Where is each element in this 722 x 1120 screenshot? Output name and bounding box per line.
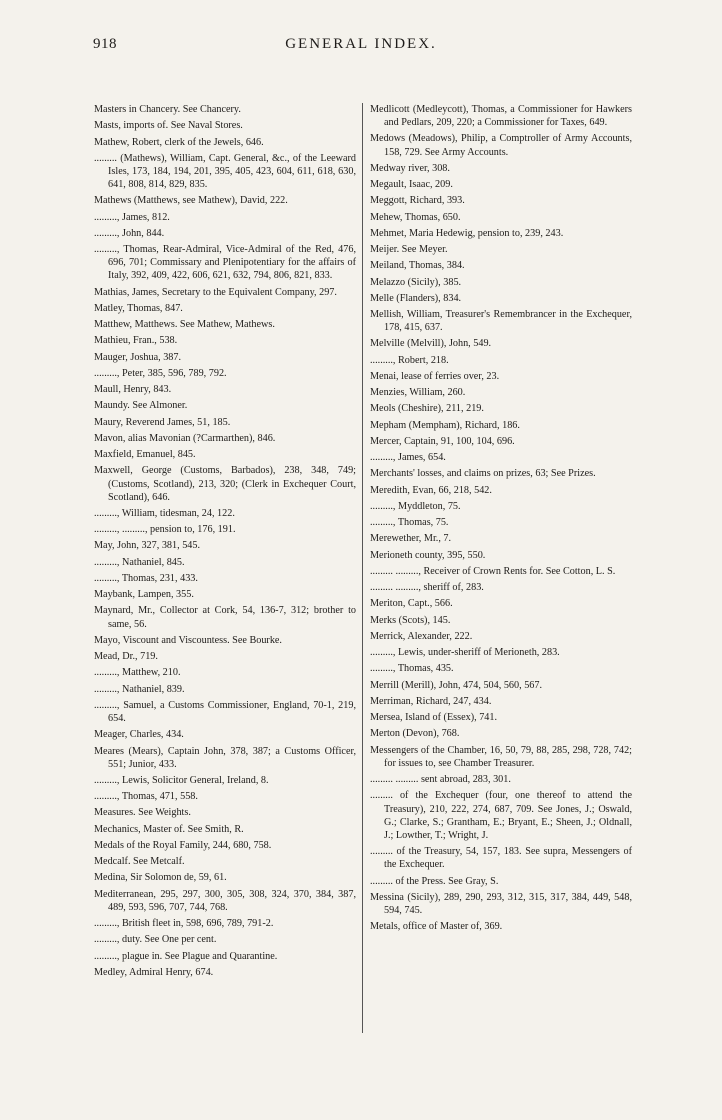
index-entry: Medows (Meadows), Philip, a Comptroller of Army Accounts, 158, 729. See Army Accounts. (370, 133, 632, 158)
index-entry: Menzies, William, 260. (370, 387, 466, 399)
index-entry: ......... of the Treasury, 54, 157, 183. See supra, Messengers of the Exchequer. (370, 846, 632, 871)
index-entry: Mediterranean, 295, 297, 300, 305, 308, 324, 370, 384, 387, 489, 593, 596, 707, 744, 768. (94, 888, 356, 913)
index-entry: ........., Matthew, 210. (94, 667, 181, 679)
index-entry: ........., James, 812. (94, 211, 170, 223)
index-column-left (94, 103, 356, 982)
index-entry: ........., British fleet in, 598, 696, 789, 791-2. (94, 918, 274, 930)
index-entry: Masters in Chancery. See Chancery. (94, 104, 241, 115)
index-entry: ........., Thomas, 75. (370, 517, 449, 529)
index-entry: Mechanics, Master of. See Smith, R. (94, 823, 244, 835)
index-entry: Maury, Reverend James, 51, 185. (94, 416, 231, 428)
index-entry: Merton (Devon), 768. (370, 728, 460, 740)
index-entry: Melazzo (Sicily), 385. (370, 276, 462, 288)
index-entry: Maundy. See Almoner. (94, 400, 188, 412)
index-entry: Mauger, Joshua, 387. (94, 351, 182, 363)
page-title: GENERAL INDEX. (285, 36, 437, 52)
index-entry: ........., Nathaniel, 845. (94, 556, 185, 568)
index-column-right (370, 103, 632, 936)
index-entry: ........., William, tidesman, 24, 122. (94, 507, 235, 519)
index-entry: ........., Lewis, under-sheriff of Merioneth, 283. (370, 647, 560, 659)
index-entry: Maynard, Mr., Collector at Cork, 54, 136-7, 312; brother to same, 56. (94, 605, 356, 630)
index-entry: Mead, Dr., 719. (94, 651, 158, 663)
index-entry: Medina, Sir Solomon de, 59, 61. (94, 872, 227, 884)
index-entry: ......... of the Exchequer (four, one thereof to attend the Treasury), 210, 222, 274, 687, 709. See Jones, J.; Oswald, G.; Clarke, S.; Grantham, E.; Bryant, E.; Sheen, J.; Oldnall, J.; Lowther, T.; Wright, J. (370, 790, 632, 841)
index-entry: Matthew, Matthews. See Mathew, Mathews. (94, 319, 275, 331)
index-entry: ........., Myddleton, 75. (370, 500, 461, 512)
index-entry: May, John, 327, 381, 545. (94, 540, 201, 552)
index-entry: Meredith, Evan, 66, 218, 542. (370, 484, 492, 496)
index-entry: Mayo, Viscount and Viscountess. See Bourke. (94, 634, 282, 646)
index-entry: Mehew, Thomas, 650. (370, 211, 461, 223)
index-entry: Matley, Thomas, 847. (94, 302, 183, 314)
index-entry: Mathews (Matthews, see Mathew), David, 222. (94, 195, 288, 207)
index-entry: Melville (Melvill), John, 549. (370, 338, 492, 350)
index-entry: Merriman, Richard, 247, 434. (370, 695, 492, 707)
index-entry: Meriton, Capt., 566. (370, 598, 453, 610)
index-entry: ........., John, 844. (94, 227, 165, 239)
index-entry: Mathieu, Fran., 538. (94, 335, 178, 347)
index-entry: Measures. See Weights. (94, 807, 191, 819)
index-entry: Medals of the Royal Family, 244, 680, 758. (94, 839, 272, 851)
index-entry: Medcalf. See Metcalf. (94, 856, 185, 868)
index-entry: Medlicott (Medleycott), Thomas, a Commissioner for Hawkers and Pedlars, 209, 220; a Commissioner for Taxes, 649. (370, 104, 632, 129)
index-entry: Mathew, Robert, clerk of the Jewels, 646. (94, 136, 264, 148)
index-entry: ......... ........., Receiver of Crown Rents for. See Cotton, L. S. (370, 565, 616, 577)
index-entry: Merrick, Alexander, 222. (370, 630, 473, 642)
index-entry: Mavon, alias Mavonian (?Carmarthen), 846. (94, 432, 276, 444)
index-entry: ......... ........., sheriff of, 283. (370, 582, 484, 594)
index-entry: Messina (Sicily), 289, 290, 293, 312, 315, 317, 384, 449, 548, 594, 745. (370, 891, 632, 916)
index-entry: ........., ........., pension to, 176, 191. (94, 524, 236, 536)
index-entry: ........., Peter, 385, 596, 789, 792. (94, 367, 227, 379)
index-entry: ........., Thomas, Rear-Admiral, Vice-Admiral of the Red, 476, 696, 701; Commissary and Plenipotentiary for the affairs of Italy, 392, 409, 422, 606, 621, 632, 794, 806, 821, 833. (94, 244, 356, 282)
index-entry: Mathias, James, Secretary to the Equivalent Company, 297. (94, 286, 337, 298)
index-entry: Mepham (Mempham), Richard, 186. (370, 419, 520, 431)
index-entry: Mehmet, Maria Hedewig, pension to, 239, 243. (370, 227, 564, 239)
index-entry: ........., Thomas, 471, 558. (94, 791, 198, 803)
index-entry: Meares (Mears), Captain John, 378, 387; a Customs Officer, 551; Junior, 433. (94, 745, 356, 770)
index-entry: ......... (Mathews), William, Capt. General, &c., of the Leeward Isles, 173, 184, 194, 201, 395, 405, 423, 604, 611, 618, 630, 641, 808, 814, 829, 835. (94, 152, 356, 191)
column-divider (362, 103, 363, 1033)
index-entry: ........., James, 654. (370, 452, 446, 464)
index-entry: Metals, office of Master of, 369. (370, 921, 503, 933)
index-entry: Maxfield, Emanuel, 845. (94, 449, 196, 461)
index-entry: Merioneth county, 395, 550. (370, 549, 486, 561)
index-entry: Merrill (Merill), John, 474, 504, 560, 567. (370, 679, 543, 691)
index-entry: Medley, Admiral Henry, 674. (94, 966, 214, 978)
index-entry: Mersea, Island of (Essex), 741. (370, 712, 498, 724)
index-entry: Megault, Isaac, 209. (370, 179, 453, 191)
index-entry: Meager, Charles, 434. (94, 729, 184, 741)
index-entry: Messengers of the Chamber, 16, 50, 79, 88, 285, 298, 728, 742; for issues to, see Chamber Treasurer. (370, 744, 632, 769)
index-entry: Meols (Cheshire), 211, 219. (370, 403, 484, 415)
index-entry: Merks (Scots), 145. (370, 614, 451, 626)
index-entry: ........., Robert, 218. (370, 354, 449, 366)
index-entry: Meggott, Richard, 393. (370, 195, 465, 207)
page-number: 918 (93, 36, 117, 52)
index-entry: Medway river, 308. (370, 162, 450, 174)
index-entry: Meijer. See Meyer. (370, 244, 448, 256)
index-entry: Merchants' losses, and claims on prizes, 63; See Prizes. (370, 468, 596, 480)
index-entry: ......... of the Press. See Gray, S. (370, 875, 499, 887)
index-entry: ........., Thomas, 435. (370, 663, 454, 675)
index-entry: ........., Samuel, a Customs Commissioner, England, 70-1, 219, 654. (94, 699, 356, 724)
index-entry: Mellish, William, Treasurer's Remembrancer in the Exchequer, 178, 415, 637. (370, 309, 632, 334)
index-entry: Meiland, Thomas, 384. (370, 260, 465, 272)
index-entry: Merewether, Mr., 7. (370, 533, 452, 545)
index-entry: ........., plague in. See Plague and Quarantine. (94, 950, 278, 962)
index-entry: Mercer, Captain, 91, 100, 104, 696. (370, 435, 515, 447)
index-entry: ......... ......... sent abroad, 283, 301. (370, 774, 511, 786)
index-entry: ........., Lewis, Solicitor General, Ireland, 8. (94, 774, 269, 786)
index-entry: Menai, lease of ferries over, 23. (370, 370, 500, 382)
index-entry: Maxwell, George (Customs, Barbados), 238, 348, 749; (Customs, Scotland), 213, 320; (Clerk in Exchequer Court, Scotland), 646. (94, 465, 356, 503)
index-entry: ........., duty. See One per cent. (94, 934, 217, 946)
index-entry: Maybank, Lampen, 355. (94, 589, 194, 601)
index-entry: ........., Nathaniel, 839. (94, 683, 185, 695)
index-entry: Masts, imports of. See Naval Stores. (94, 120, 243, 132)
index-entry: Melle (Flanders), 834. (370, 292, 462, 304)
index-entry: Maull, Henry, 843. (94, 384, 172, 396)
index-entry: ........., Thomas, 231, 433. (94, 572, 198, 584)
